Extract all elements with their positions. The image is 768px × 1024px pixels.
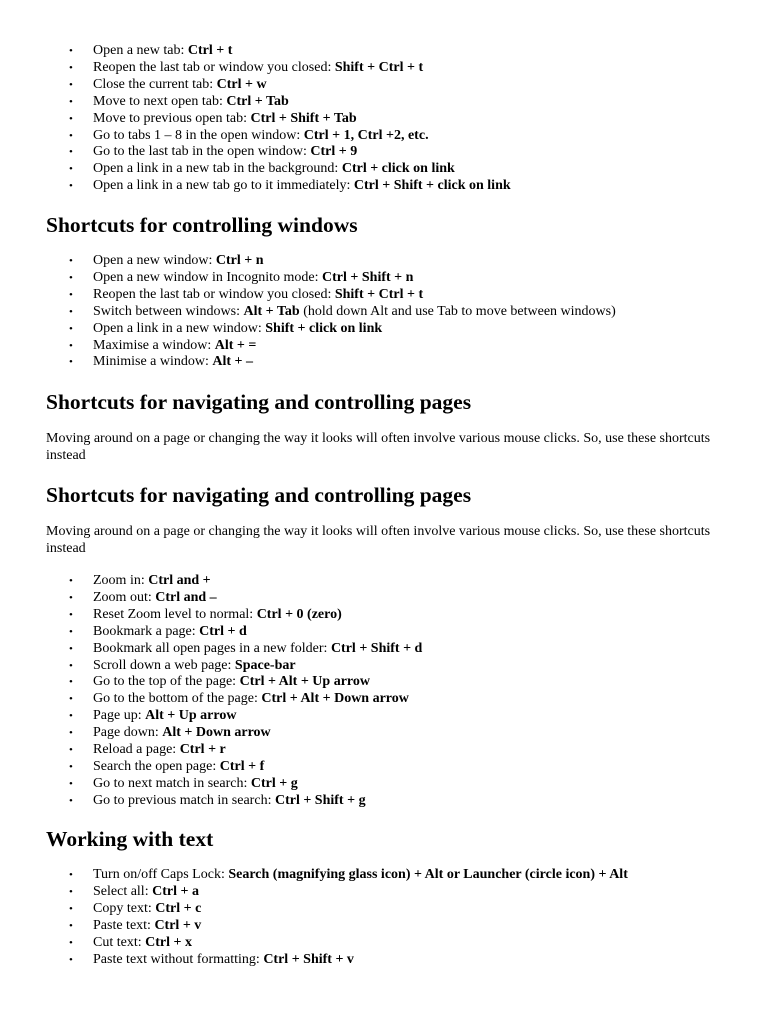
- list-item: [0, 867, 628, 884]
- list-item: [0, 77, 511, 94]
- shortcut-description: Go to previous match in search:: [93, 792, 275, 808]
- list-item: [0, 43, 511, 60]
- list-item: [0, 759, 422, 776]
- shortcut-description: Cut text:: [93, 934, 146, 950]
- shortcut-description: Maximise a window:: [93, 337, 215, 353]
- shortcut-description: Move to next open tab:: [93, 93, 227, 109]
- bullet-icon: •: [69, 794, 73, 807]
- pages-intro-paragraph-2: Moving around on a page or changing the way it looks will often involve various mouse clicks. So, use these shortcuts instead: [46, 524, 711, 557]
- shortcut-description: Open a link in a new window:: [93, 320, 266, 336]
- bullet-icon: •: [69, 356, 73, 369]
- shortcut-description: Reload a page:: [93, 742, 180, 758]
- shortcut-description: Open a link in a new tab in the background:: [93, 161, 342, 177]
- bullet-icon: •: [69, 676, 73, 689]
- bullet-icon: •: [69, 146, 73, 159]
- bullet-icon: •: [69, 936, 73, 949]
- list-item: [0, 952, 628, 969]
- shortcut-description: Go to the bottom of the page:: [93, 691, 262, 707]
- shortcut-keys: Ctrl + Shift + v: [263, 951, 354, 967]
- shortcut-keys: Ctrl + Shift + Tab: [250, 110, 357, 126]
- bullet-icon: •: [69, 255, 73, 267]
- list-item: [0, 128, 511, 145]
- shortcut-keys: Shift + Ctrl + t: [334, 59, 424, 75]
- bullet-icon: •: [69, 305, 73, 318]
- list-item: [0, 674, 422, 691]
- shortcut-keys: Alt + =: [214, 337, 257, 353]
- bullet-icon: •: [69, 163, 73, 176]
- bullet-icon: •: [69, 575, 73, 587]
- shortcut-description: Page up:: [93, 708, 146, 724]
- shortcut-keys: Ctrl + n: [215, 253, 264, 268]
- list-item: [0, 338, 616, 355]
- shortcut-description: Open a new window in Incognito mode:: [93, 269, 323, 285]
- shortcut-keys: Alt + Down arrow: [162, 725, 271, 741]
- tab-shortcuts-list: [0, 43, 511, 195]
- shortcut-description: Reset Zoom level to normal:: [93, 606, 257, 622]
- shortcut-keys: Ctrl + Shift + g: [274, 792, 366, 808]
- window-shortcuts-list: [0, 253, 616, 371]
- shortcut-description: Bookmark a page:: [93, 623, 200, 639]
- shortcut-description: Switch between windows:: [93, 303, 244, 319]
- list-item: [0, 161, 511, 178]
- bullet-icon: •: [69, 271, 73, 284]
- shortcut-note: (hold down Alt and use Tab to move between windows): [299, 303, 616, 319]
- shortcut-description: Reopen the last tab or window you closed:: [93, 286, 335, 302]
- list-item: [0, 884, 628, 901]
- bullet-icon: •: [69, 727, 73, 740]
- list-item: [0, 708, 422, 725]
- list-item: [0, 742, 422, 759]
- shortcut-keys: Ctrl + Alt + Up arrow: [239, 674, 370, 690]
- list-item: [0, 60, 511, 77]
- shortcut-keys: Ctrl + r: [179, 742, 226, 758]
- list-item: [0, 624, 422, 641]
- list-item: [0, 321, 616, 338]
- bullet-icon: •: [69, 339, 73, 352]
- bullet-icon: •: [69, 693, 73, 706]
- shortcut-description: Zoom in:: [93, 573, 149, 588]
- list-item: [0, 607, 422, 624]
- bullet-icon: •: [69, 953, 73, 966]
- shortcut-keys: Ctrl and –: [155, 589, 217, 605]
- shortcut-keys: Ctrl + c: [155, 900, 202, 916]
- shortcut-description: Open a new window:: [93, 253, 216, 268]
- bullet-icon: •: [69, 45, 73, 57]
- bullet-icon: •: [69, 710, 73, 723]
- list-item: [0, 354, 616, 371]
- list-item: [0, 776, 422, 793]
- shortcut-description: Select all:: [93, 883, 153, 899]
- pages-intro-paragraph-1: Moving around on a page or changing the way it looks will often involve various mouse clicks. So, use these shortcuts instead: [46, 431, 711, 464]
- shortcut-keys: Alt + Tab: [243, 303, 300, 319]
- shortcut-description: Go to tabs 1 – 8 in the open window:: [93, 127, 304, 143]
- shortcut-description: Go to the last tab in the open window:: [93, 144, 311, 160]
- shortcut-description: Page down:: [93, 725, 163, 741]
- bullet-icon: •: [69, 642, 73, 655]
- page-shortcuts-list: [0, 573, 422, 810]
- shortcut-keys: Search (magnifying glass icon) + Alt or Launcher (circle icon) + Alt: [228, 867, 628, 882]
- bullet-icon: •: [69, 288, 73, 301]
- bullet-icon: •: [69, 885, 73, 898]
- bullet-icon: •: [69, 95, 73, 108]
- list-item: [0, 935, 628, 952]
- shortcut-description: Minimise a window:: [93, 354, 213, 370]
- shortcut-description: Paste text without formatting:: [93, 951, 264, 967]
- text-shortcuts-list: [0, 867, 628, 968]
- bullet-icon: •: [69, 902, 73, 915]
- shortcut-description: Search the open page:: [93, 758, 220, 774]
- bullet-icon: •: [69, 591, 73, 604]
- bullet-icon: •: [69, 760, 73, 773]
- bullet-icon: •: [69, 78, 73, 91]
- shortcut-description: Open a link in a new tab go to it immediately:: [93, 178, 354, 194]
- list-item: [0, 590, 422, 607]
- shortcut-description: Paste text:: [93, 917, 155, 933]
- list-item: [0, 304, 616, 321]
- list-item: [0, 94, 511, 111]
- shortcut-keys: Ctrl + w: [216, 76, 267, 92]
- list-item: [0, 111, 511, 128]
- shortcut-keys: Ctrl + click on link: [341, 161, 455, 177]
- shortcut-keys: Ctrl + a: [152, 883, 199, 899]
- bullet-icon: •: [69, 129, 73, 142]
- bullet-icon: •: [69, 919, 73, 932]
- bullet-icon: •: [69, 744, 73, 757]
- shortcut-keys: Ctrl + Shift + d: [330, 640, 423, 656]
- list-item: [0, 641, 422, 658]
- shortcut-description: Go to the top of the page:: [93, 674, 240, 690]
- shortcut-keys: Ctrl + 1, Ctrl +2, etc.: [303, 127, 429, 143]
- list-item: [0, 918, 628, 935]
- shortcut-keys: Shift + Ctrl + t: [334, 286, 424, 302]
- list-item: [0, 287, 616, 304]
- shortcut-description: Reopen the last tab or window you closed:: [93, 59, 335, 75]
- shortcut-keys: Ctrl + t: [187, 43, 233, 58]
- list-item: [0, 691, 422, 708]
- bullet-icon: •: [69, 777, 73, 790]
- list-item: [0, 901, 628, 918]
- shortcut-description: Go to next match in search:: [93, 775, 251, 791]
- shortcut-keys: Ctrl + 9: [310, 144, 358, 160]
- shortcut-description: Open a new tab:: [93, 43, 188, 58]
- windows-heading: Shortcuts for controlling windows: [46, 213, 358, 237]
- shortcut-description: Zoom out:: [93, 589, 156, 605]
- bullet-icon: •: [69, 608, 73, 621]
- shortcut-keys: Ctrl + d: [199, 623, 247, 639]
- shortcut-keys: Ctrl + x: [145, 934, 192, 950]
- pages-heading-2: Shortcuts for navigating and controlling pages: [46, 483, 472, 507]
- list-item: [0, 270, 616, 287]
- shortcut-keys: Shift + click on link: [265, 320, 383, 336]
- shortcut-description: Bookmark all open pages in a new folder:: [93, 640, 331, 656]
- shortcut-description: Move to previous open tab:: [93, 110, 251, 126]
- list-item: [0, 144, 511, 161]
- shortcut-description: Turn on/off Caps Lock:: [93, 867, 229, 882]
- shortcut-description: Scroll down a web page:: [93, 657, 235, 673]
- shortcut-keys: Alt + –: [212, 354, 254, 370]
- list-item: [0, 658, 422, 675]
- bullet-icon: •: [69, 869, 73, 881]
- shortcut-keys: Alt + Up arrow: [145, 708, 237, 724]
- shortcut-keys: Ctrl + Alt + Down arrow: [261, 691, 409, 707]
- list-item: [0, 573, 422, 590]
- shortcut-keys: Ctrl + v: [154, 917, 202, 933]
- bullet-icon: •: [69, 112, 73, 125]
- shortcut-keys: Ctrl + Shift + n: [322, 269, 414, 285]
- shortcut-description: Copy text:: [93, 900, 156, 916]
- shortcut-keys: Ctrl + Shift + click on link: [353, 178, 511, 194]
- bullet-icon: •: [69, 659, 73, 672]
- pages-heading-1: Shortcuts for navigating and controlling pages: [46, 390, 472, 414]
- shortcut-keys: Ctrl + g: [250, 775, 298, 791]
- shortcut-keys: Ctrl + Tab: [226, 93, 289, 109]
- list-item: [0, 253, 616, 270]
- list-item: [0, 725, 422, 742]
- bullet-icon: •: [69, 625, 73, 638]
- shortcut-keys: Ctrl + 0 (zero): [256, 606, 342, 622]
- shortcut-keys: Ctrl and +: [148, 573, 211, 588]
- list-item: [0, 178, 511, 195]
- bullet-icon: •: [69, 322, 73, 335]
- shortcut-description: Close the current tab:: [93, 76, 217, 92]
- bullet-icon: •: [69, 180, 73, 193]
- list-item: [0, 793, 422, 810]
- text-heading: Working with text: [46, 827, 214, 851]
- bullet-icon: •: [69, 61, 73, 74]
- shortcut-keys: Space-bar: [234, 657, 296, 673]
- shortcut-keys: Ctrl + f: [219, 758, 265, 774]
